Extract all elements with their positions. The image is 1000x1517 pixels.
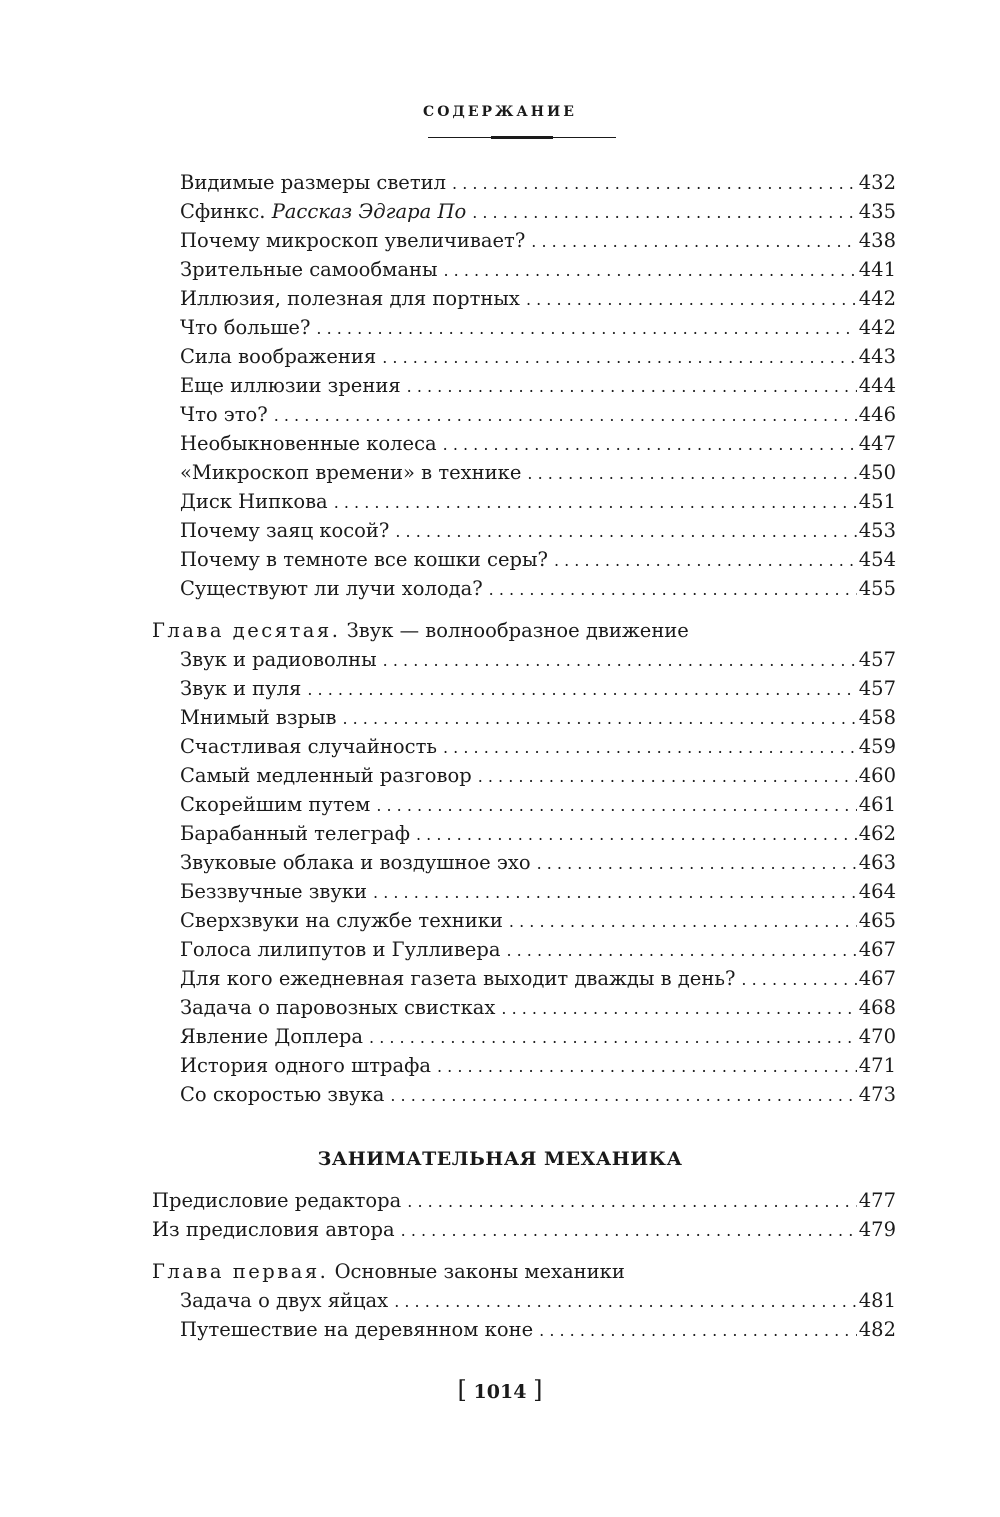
- toc-entry-title: Самый медленный разговор: [180, 764, 472, 787]
- dot-leader: [394, 1287, 857, 1316]
- toc-entry[interactable]: [180, 732, 896, 761]
- bracket-close: ]: [533, 1376, 543, 1404]
- toc-entry-page: 455: [858, 577, 896, 600]
- toc-entry[interactable]: [180, 255, 896, 284]
- toc-entry-title: Сверхзвуки на службе техники: [180, 909, 503, 932]
- toc-entry-page: 441: [858, 258, 896, 281]
- toc-entry-title: Сила воображения: [180, 345, 377, 368]
- toc-entry[interactable]: [180, 429, 896, 458]
- dot-leader: [452, 169, 857, 198]
- dot-leader: [316, 314, 856, 343]
- toc-entry-page: 462: [858, 822, 896, 845]
- toc-entry[interactable]: [180, 168, 896, 197]
- toc-entry-page: 459: [858, 735, 896, 758]
- toc-entry-title: Видимые размеры светил: [180, 171, 447, 194]
- toc-entry[interactable]: [180, 1051, 896, 1080]
- toc-entry-page: 442: [858, 316, 896, 339]
- toc-entry-page: 467: [858, 938, 896, 961]
- toc-entry-page: 444: [858, 374, 896, 397]
- dot-leader: [443, 733, 857, 762]
- toc-entry-page: 438: [858, 229, 896, 252]
- dot-leader: [531, 227, 856, 256]
- toc-entry-title: Мнимый взрыв: [180, 706, 337, 729]
- toc-entry[interactable]: [180, 674, 896, 703]
- toc-entry-title: Со скоростью звука: [180, 1083, 385, 1106]
- toc-entry-title: Зрительные самообманы: [180, 258, 438, 281]
- toc-entry-page: 451: [858, 490, 896, 513]
- dot-leader: [395, 517, 856, 546]
- toc-entry[interactable]: [180, 1080, 896, 1109]
- toc-entry-page: 482: [858, 1318, 896, 1341]
- toc-entry-title: Задача о двух яйцах: [180, 1289, 389, 1312]
- toc-entry-title: Из предисловия автора: [152, 1218, 395, 1241]
- toc-entry-page: 447: [858, 432, 896, 455]
- toc-entry-page: 454: [858, 548, 896, 571]
- toc-entry-page: 432: [858, 171, 896, 194]
- dot-leader: [373, 878, 857, 907]
- toc-entry[interactable]: [180, 342, 896, 371]
- running-head-rule-accent: [491, 136, 553, 139]
- dot-leader: [509, 907, 857, 936]
- toc-entry-page: 461: [858, 793, 896, 816]
- toc-entry-title: Почему в темноте все кошки серы?: [180, 548, 548, 571]
- dot-leader: [401, 1216, 857, 1245]
- toc-entry[interactable]: [180, 313, 896, 342]
- toc-entry[interactable]: [180, 645, 896, 674]
- dot-leader: [526, 285, 857, 314]
- toc-entry[interactable]: [180, 458, 896, 487]
- toc-entry[interactable]: [180, 935, 896, 964]
- toc-entry-page: 463: [858, 851, 896, 874]
- toc-entry-title: Еще иллюзии зрения: [180, 374, 401, 397]
- dot-leader: [307, 675, 856, 704]
- toc-entry-title: Существуют ли лучи холода?: [180, 577, 483, 600]
- toc-entry-title: Что это?: [180, 403, 268, 426]
- toc-entry-page: 446: [858, 403, 896, 426]
- dot-leader: [334, 488, 857, 517]
- dot-leader: [407, 1187, 856, 1216]
- toc-entry[interactable]: [152, 1186, 896, 1215]
- toc-entry-page: 457: [858, 648, 896, 671]
- dot-leader: [407, 372, 857, 401]
- toc-entry-title: Голоса лилипутов и Гулливера: [180, 938, 501, 961]
- toc-entry-title: Явление Доплера: [180, 1025, 364, 1048]
- dot-leader: [274, 401, 857, 430]
- dot-leader: [527, 459, 856, 488]
- toc-entry-page: 471: [858, 1054, 896, 1077]
- toc-entry-title: Для кого ежедневная газета выходит дважды в день?: [180, 967, 736, 990]
- toc-entry[interactable]: [180, 197, 896, 226]
- toc-entry-title: Почему микроскоп увеличивает?: [180, 229, 526, 252]
- toc-entry-title: Звуковые облака и воздушное эхо: [180, 851, 531, 874]
- toc-entry-title: Диск Нипкова: [180, 490, 328, 513]
- toc-entry[interactable]: [180, 400, 896, 429]
- toc-entry-title: Задача о паровозных свистках: [180, 996, 496, 1019]
- toc-entry-title: Сфинкс. Рассказ Эдгара По: [180, 200, 467, 223]
- toc-entry-page: 467: [858, 967, 896, 990]
- toc-entry-page: 468: [858, 996, 896, 1019]
- toc-entry[interactable]: [180, 819, 896, 848]
- dot-leader: [478, 762, 857, 791]
- dot-leader: [443, 256, 856, 285]
- dot-leader: [369, 1023, 857, 1052]
- chapter-heading[interactable]: [152, 1257, 625, 1286]
- toc-entry-page: 479: [858, 1218, 896, 1241]
- toc-entry-subtitle: Рассказ Эдгара По: [271, 200, 467, 223]
- toc-entry[interactable]: [180, 1286, 896, 1315]
- dot-leader: [390, 1081, 856, 1110]
- toc-entry[interactable]: [180, 487, 896, 516]
- toc-entry-title: Почему заяц косой?: [180, 519, 390, 542]
- toc-entry-title: Скорейшим путем: [180, 793, 371, 816]
- chapter-title: Звук — волнообразное движение: [346, 619, 689, 642]
- dot-leader: [501, 994, 856, 1023]
- dot-leader: [741, 965, 856, 994]
- toc-entry-title: Барабанный телеграф: [180, 822, 410, 845]
- part-title: ЗАНИМАТЕЛЬНАЯ МЕХАНИКА: [317, 1148, 683, 1170]
- toc-entry-title: «Микроскоп времени» в технике: [180, 461, 522, 484]
- toc-entry-page: 453: [858, 519, 896, 542]
- toc-entry-title: Звук и радиоволны: [180, 648, 377, 671]
- chapter-label: Глава десятая.: [152, 619, 341, 642]
- dot-leader: [383, 646, 857, 675]
- page-number-value: 1014: [473, 1381, 527, 1403]
- dot-leader: [554, 546, 857, 575]
- page-number: [0, 1376, 1000, 1404]
- toc-entry-page: 473: [858, 1083, 896, 1106]
- toc-entry[interactable]: [180, 371, 896, 400]
- toc-entry-page: 464: [858, 880, 896, 903]
- toc-entry[interactable]: [180, 848, 896, 877]
- toc-entry-title: Беззвучные звуки: [180, 880, 368, 903]
- dot-leader: [376, 791, 856, 820]
- toc-entry-title: История одного штрафа: [180, 1054, 431, 1077]
- dot-leader: [443, 430, 857, 459]
- dot-leader: [489, 575, 857, 604]
- toc-entry-title: Путешествие на деревянном коне: [180, 1318, 534, 1341]
- toc-entry[interactable]: [180, 790, 896, 819]
- dot-leader: [416, 820, 857, 849]
- dot-leader: [437, 1052, 857, 1081]
- toc-entry[interactable]: [180, 226, 896, 255]
- toc-entry-page: 477: [858, 1189, 896, 1212]
- toc-entry-page: 435: [858, 200, 896, 223]
- toc-entry-title: Счастливая случайность: [180, 735, 437, 758]
- toc-entry-page: 443: [858, 345, 896, 368]
- dot-leader: [472, 198, 857, 227]
- toc-entry[interactable]: [180, 545, 896, 574]
- toc-entry[interactable]: [180, 1315, 896, 1344]
- dot-leader: [506, 936, 856, 965]
- running-head: СОДЕРЖАНИЕ: [423, 104, 577, 120]
- toc-entry-page: 460: [858, 764, 896, 787]
- chapter-title: Основные законы механики: [334, 1260, 625, 1283]
- toc-entry-page: 450: [858, 461, 896, 484]
- chapter-label: Глава первая.: [152, 1260, 329, 1283]
- toc-entry[interactable]: [180, 964, 896, 993]
- toc-entry-title: Необыкновенные колеса: [180, 432, 437, 455]
- toc-entry[interactable]: [180, 1022, 896, 1051]
- dot-leader: [382, 343, 857, 372]
- toc-entry-title: Предисловие редактора: [152, 1189, 402, 1212]
- toc-entry-page: 457: [858, 677, 896, 700]
- toc-entry[interactable]: [180, 877, 896, 906]
- toc-entry-page: 458: [858, 706, 896, 729]
- toc-entry-page: 465: [858, 909, 896, 932]
- toc-entry[interactable]: [180, 516, 896, 545]
- toc-entry[interactable]: [180, 993, 896, 1022]
- toc-entry[interactable]: [180, 703, 896, 732]
- dot-leader: [537, 849, 857, 878]
- toc-entry[interactable]: [180, 574, 896, 603]
- toc-entry-page: 470: [858, 1025, 896, 1048]
- toc-entry[interactable]: [152, 1215, 896, 1244]
- toc-entry-title: Что больше?: [180, 316, 311, 339]
- toc-entry[interactable]: [180, 906, 896, 935]
- toc-entry-page: 442: [858, 287, 896, 310]
- toc-entry[interactable]: [180, 761, 896, 790]
- chapter-heading[interactable]: [152, 616, 689, 645]
- toc-entry[interactable]: [180, 284, 896, 313]
- bracket-open: [: [457, 1376, 467, 1404]
- dot-leader: [342, 704, 856, 733]
- toc-entry-title: Иллюзия, полезная для портных: [180, 287, 520, 310]
- toc-entry-title: Звук и пуля: [180, 677, 302, 700]
- toc-entry-page: 481: [858, 1289, 896, 1312]
- dot-leader: [539, 1316, 857, 1345]
